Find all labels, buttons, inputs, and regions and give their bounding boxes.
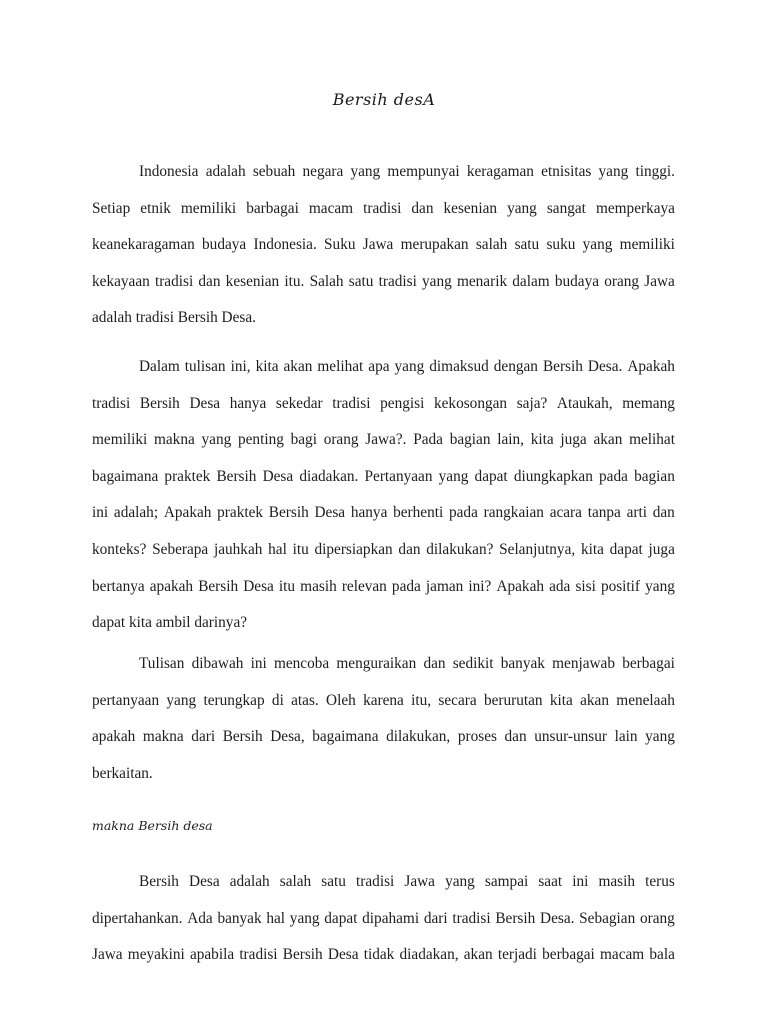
paragraph-line: adalah tradisi Bersih Desa. bbox=[92, 309, 256, 327]
paragraph-line: kekayaan tradisi dan kesenian itu. Salah satu tradisi yang menarik dalam budaya orang Jawa bbox=[92, 272, 675, 290]
paragraph-line: memiliki makna yang penting bagi orang Jawa?. Pada bagian lain, kita juga akan melihat bbox=[92, 431, 675, 449]
paragraph-1 bbox=[92, 154, 675, 337]
paragraph-line: pertanyaan yang terungkap di atas. Oleh karena itu, secara berurutan kita akan menelaah bbox=[92, 691, 675, 709]
paragraph-line: apakah makna dari Bersih Desa, bagaimana dilakukan, proses dan unsur-unsur lain yang bbox=[92, 728, 675, 746]
paragraph-2 bbox=[92, 349, 675, 642]
paragraph-3 bbox=[92, 646, 675, 792]
paragraph-line: bertanya apakah Bersih Desa itu masih relevan pada jaman ini? Apakah ada sisi positif yang bbox=[92, 577, 675, 595]
paragraph-line: bagaimana praktek Bersih Desa diadakan. Pertanyaan yang dapat diungkapkan pada bagian bbox=[92, 467, 675, 485]
paragraph-line: Bersih Desa adalah salah satu tradisi Jawa yang sampai saat ini masih terus bbox=[139, 873, 675, 890]
section-heading: makna Bersih desa bbox=[92, 818, 213, 833]
paragraph-line: Setiap etnik memiliki barbagai macam tradisi dan kesenian yang sangat memperkaya bbox=[92, 199, 675, 217]
paragraph-line: Tulisan dibawah ini mencoba menguraikan dan sedikit banyak menjawab berbagai bbox=[139, 655, 675, 672]
document-title: Bersih desA bbox=[332, 90, 436, 109]
paragraph-line: keanekaragaman budaya Indonesia. Suku Jawa merupakan salah satu suku yang memiliki bbox=[92, 236, 675, 254]
paragraph-line: tradisi Bersih Desa hanya sekedar tradisi pengisi kekosongan saja? Ataukah, memang bbox=[92, 394, 675, 412]
paragraph-line: berkaitan. bbox=[92, 764, 153, 782]
paragraph-line: Dalam tulisan ini, kita akan melihat apa yang dimaksud dengan Bersih Desa. Apakah bbox=[139, 358, 675, 375]
paragraph-line: Jawa meyakini apabila tradisi Bersih Desa tidak diadakan, akan terjadi berbagai macam bala bbox=[92, 946, 675, 964]
paragraph-line: dapat kita ambil darinya? bbox=[92, 614, 248, 632]
paragraph-4 bbox=[92, 864, 675, 974]
paragraph-line: dipertahankan. Ada banyak hal yang dapat dipahami dari tradisi Bersih Desa. Sebagian orang bbox=[92, 909, 675, 927]
paragraph-line: konteks? Seberapa jauhkah hal itu dipersiapkan dan dilakukan? Selanjutnya, kita dapat juga bbox=[92, 540, 675, 558]
paragraph-line: Indonesia adalah sebuah negara yang mempunyai keragaman etnisitas yang tinggi. bbox=[139, 163, 675, 180]
paragraph-line: ini adalah; Apakah praktek Bersih Desa hanya berhenti pada rangkaian acara tanpa arti dan bbox=[92, 504, 675, 522]
